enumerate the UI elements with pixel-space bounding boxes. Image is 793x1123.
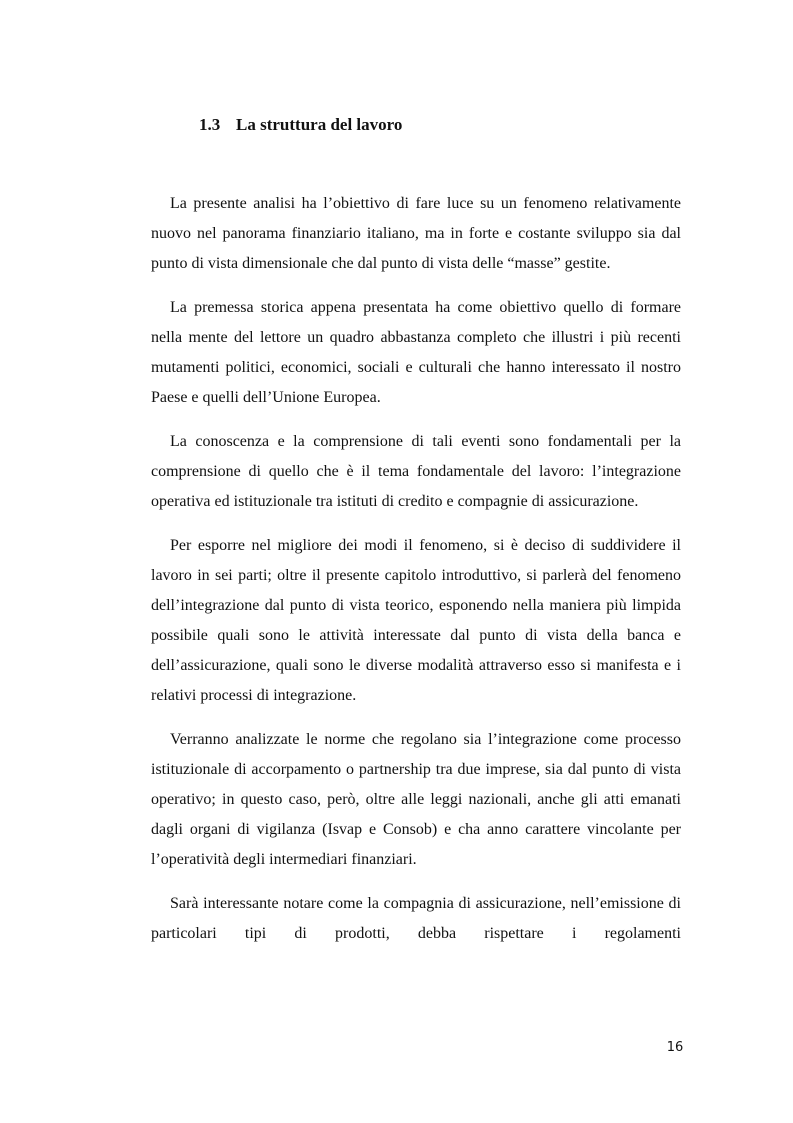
paragraph-4: Per esporre nel migliore dei modi il fenomeno, si è deciso di suddividere il lavoro in sei parti; oltre il presente capitolo introduttivo, si parlerà del fenomeno dell’integrazione dal punto di vista teorico, esponendo nella maniera più limpida possibile quali sono le attività interessate dal punto di vista della banca e dell’assicurazione, quali sono le diverse modalità attraverso esso si manifesta e i relativi processi di integrazione. (151, 537, 681, 704)
section-number: 1.3 (199, 115, 221, 134)
paragraph-3: La conoscenza e la comprensione di tali eventi sono fondamentali per la comprensione di quello che è il tema fondamentale del lavoro: l’integrazione operativa ed istituzionale tra istituti di credito e compagnie di assicurazione. (151, 433, 681, 510)
section-heading (199, 113, 402, 137)
section-title: La struttura del lavoro (236, 115, 403, 134)
paragraph-1: La presente analisi ha l’obiettivo di fare luce su un fenomeno relativamente nuovo nel panorama finanziario italiano, ma in forte e costante sviluppo sia dal punto di vista dimensionale che dal punto di vista delle “masse” gestite. (151, 195, 681, 272)
page-number: 16 (666, 1040, 684, 1055)
body-text (151, 189, 681, 963)
paragraph-2: La premessa storica appena presentata ha come obiettivo quello di formare nella mente del lettore un quadro abbastanza completo che illustri i più recenti mutamenti politici, economici, sociali e culturali che hanno interessato il nostro Paese e quelli dell’Unione Europea. (151, 299, 681, 406)
paragraph-6: Sarà interessante notare come la compagnia di assicurazione, nell’emissione di particolari tipi di prodotti, debba rispettare i regolamenti (151, 895, 681, 942)
paragraph-5: Verranno analizzate le norme che regolano sia l’integrazione come processo istituzionale di accorpamento o partnership tra due imprese, sia dal punto di vista operativo; in questo caso, però, oltre alle leggi nazionali, anche gli atti emanati dagli organi di vigilanza (Isvap e Consob) e cha anno carattere vincolante per l’operatività degli intermediari finanziari. (151, 731, 681, 868)
